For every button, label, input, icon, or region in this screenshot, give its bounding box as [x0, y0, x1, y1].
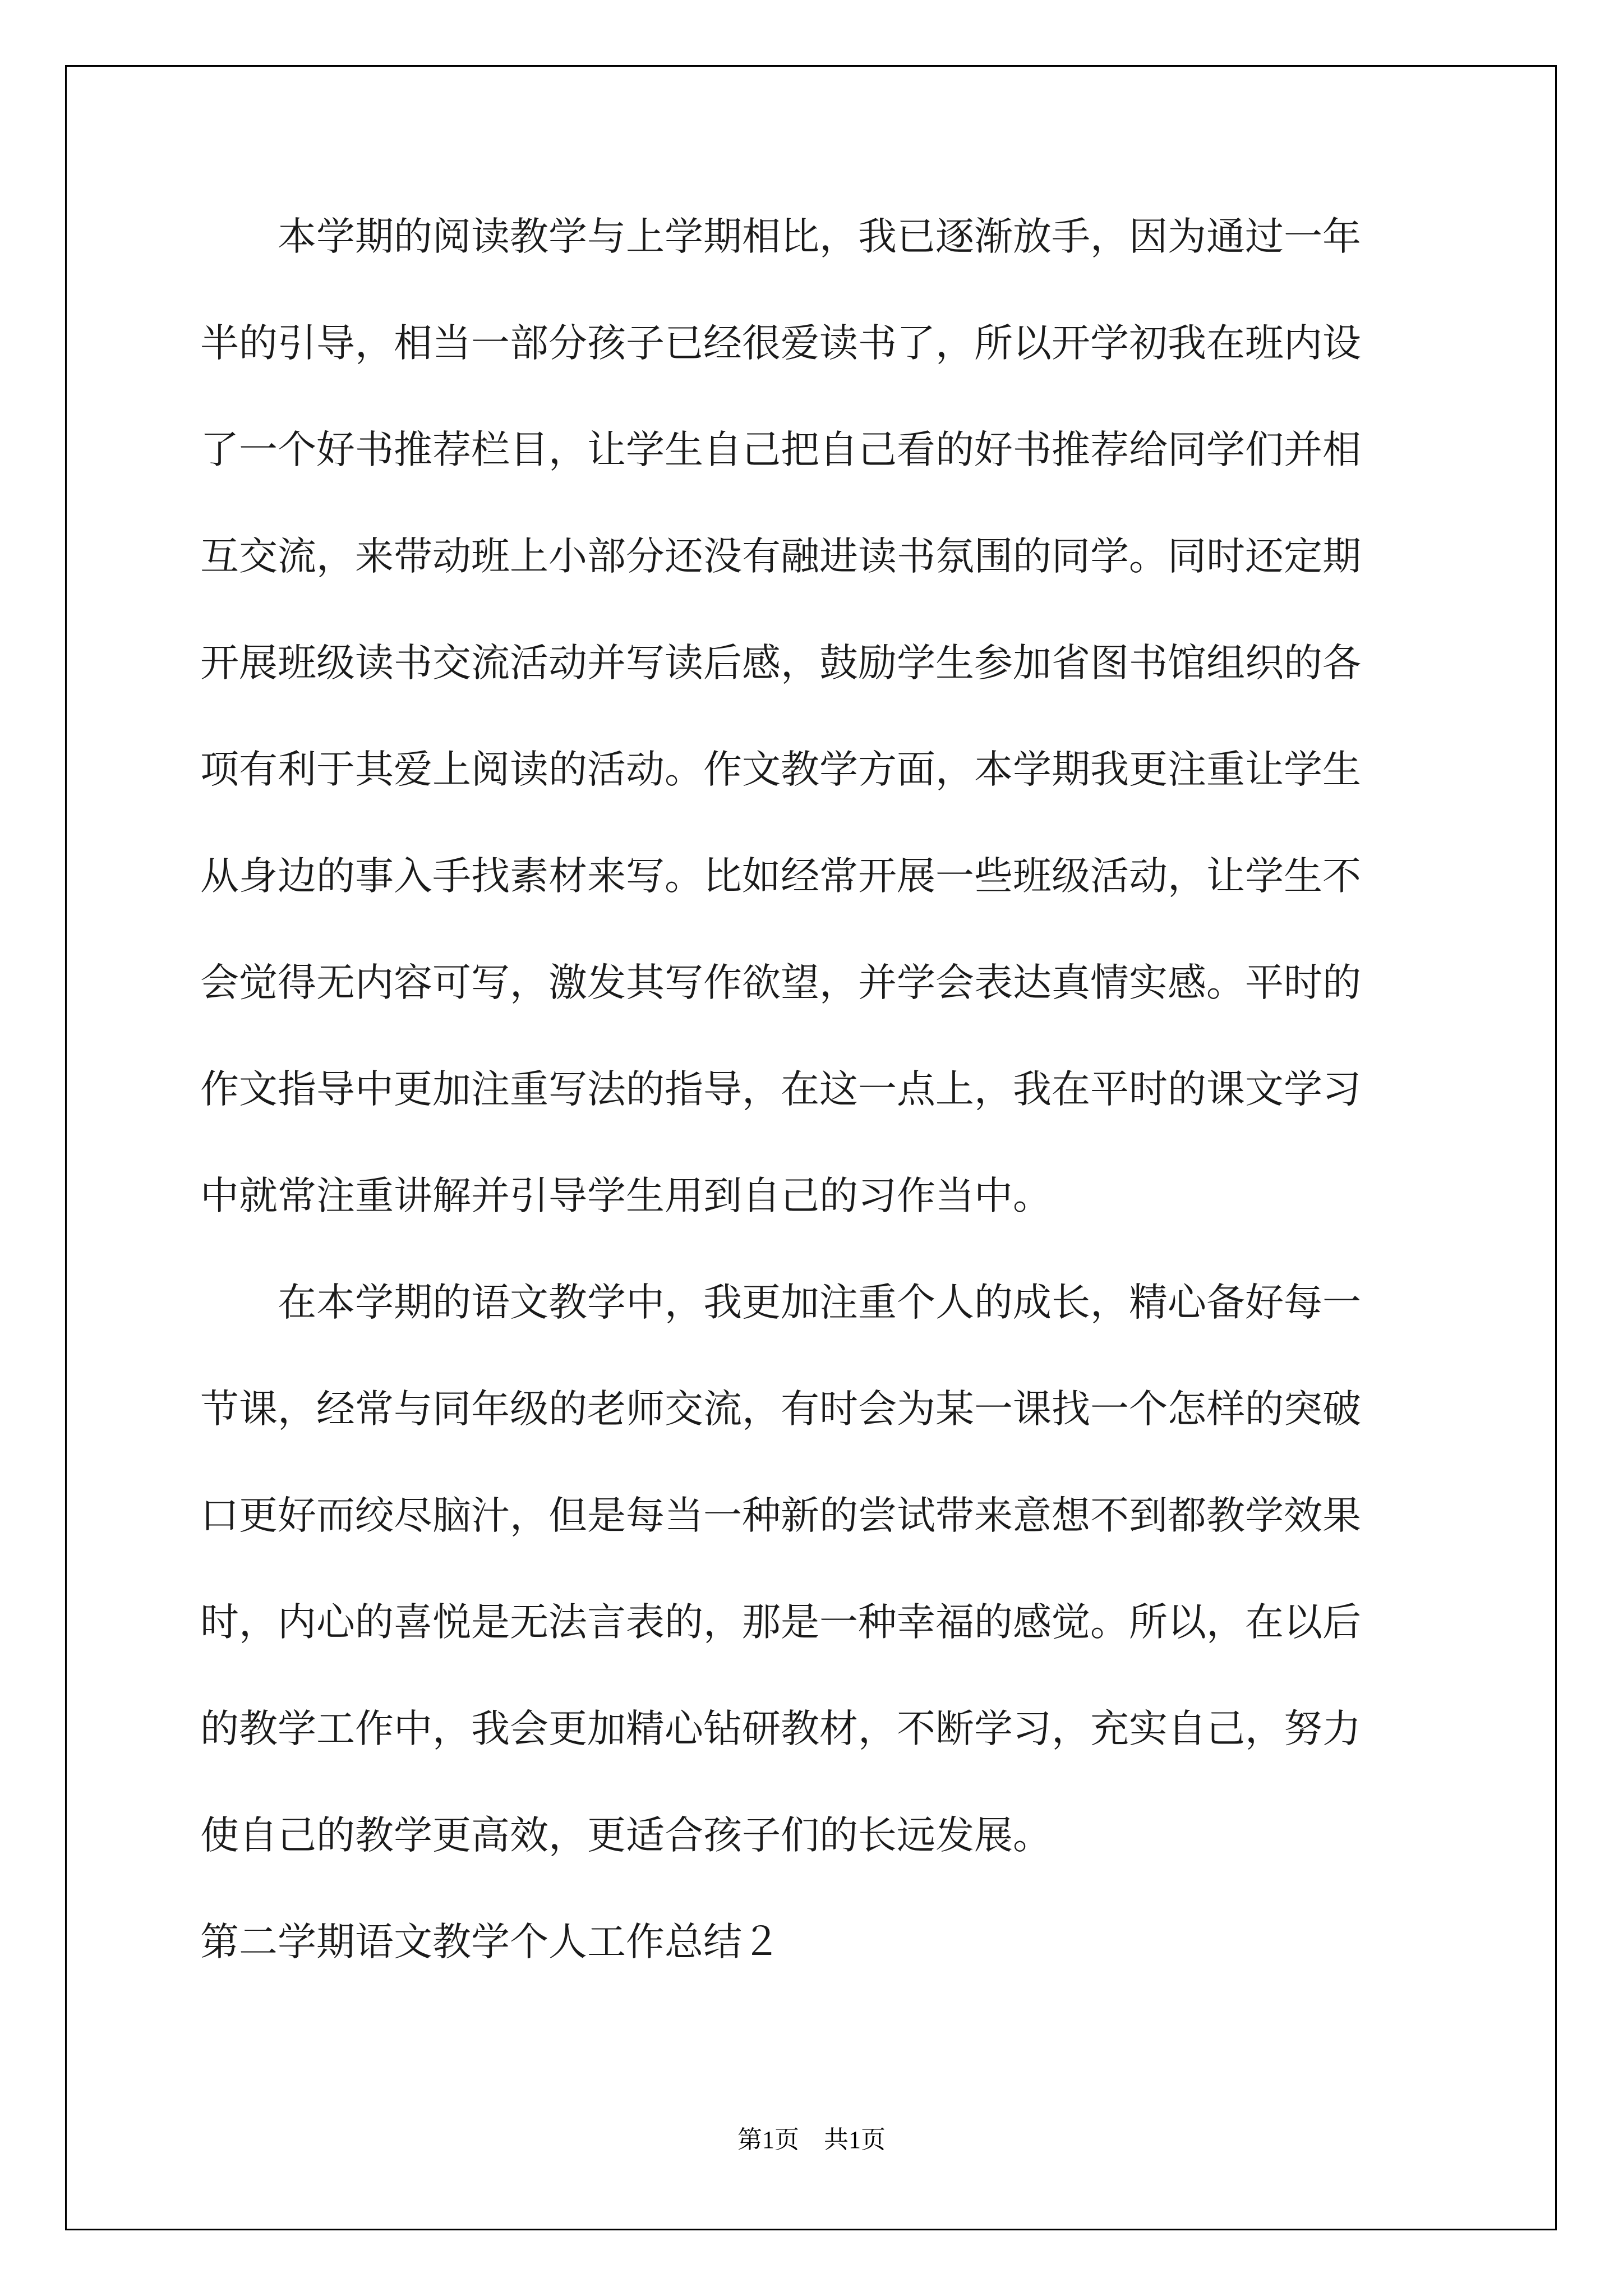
paragraph-2-line-1: 在本学期的语文教学中，我更加注重个人的成长，精心备好每一 — [278, 1280, 1361, 1325]
paragraph-1-line-3: 了一个好书推荐栏目，让学生自己把自己看的好书推荐给同学们并相 — [200, 427, 1361, 472]
paragraph-2-line-6: 使自己的教学更高效，更适合孩子们的长远发展。 — [200, 1813, 1052, 1858]
section-heading: 第二学期语文教学个人工作总结２ — [200, 1920, 781, 1964]
paragraph-2-line-4: 时，内心的喜悦是无法言表的，那是一种幸福的感觉。所以，在以后 — [200, 1600, 1361, 1645]
paragraph-1-line-5: 开展班级读书交流活动并写读后感，鼓励学生参加省图书馆组织的各 — [200, 641, 1361, 685]
paragraph-2-line-2: 节课，经常与同年级的老师交流，有时会为某一课找一个怎样的突破 — [200, 1387, 1361, 1432]
paragraph-1-line-8: 会觉得无内容可写，激发其写作欲望，并学会表达真情实感。平时的 — [200, 960, 1361, 1005]
paragraph-1-line-4: 互交流，来带动班上小部分还没有融进读书氛围的同学。同时还定期 — [200, 534, 1361, 579]
page-border — [65, 65, 1557, 2230]
paragraph-1-line-10: 中就常注重讲解并引导学生用到自己的习作当中。 — [200, 1174, 1052, 1218]
paragraph-1-line-6: 项有利于其爱上阅读的活动。作文教学方面，本学期我更注重让学生 — [200, 747, 1361, 792]
paragraph-2-line-3: 口更好而绞尽脑汁，但是每当一种新的尝试带来意想不到都教学效果 — [200, 1493, 1361, 1538]
paragraph-1-line-9: 作文指导中更加注重写法的指导，在这一点上，我在平时的课文学习 — [200, 1067, 1361, 1112]
paragraph-1-line-1: 本学期的阅读教学与上学期相比，我已逐渐放手，因为通过一年 — [278, 214, 1361, 259]
paragraph-1-line-2: 半的引导，相当一部分孩子已经很爱读书了，所以开学初我在班内设 — [200, 321, 1361, 366]
page-number: 第1页 共1页 — [737, 2126, 886, 2154]
paragraph-2-line-5: 的教学工作中，我会更加精心钻研教材，不断学习，充实自己，努力 — [200, 1706, 1361, 1751]
paragraph-1-line-7: 从身边的事入手找素材来写。比如经常开展一些班级活动，让学生不 — [200, 854, 1361, 899]
